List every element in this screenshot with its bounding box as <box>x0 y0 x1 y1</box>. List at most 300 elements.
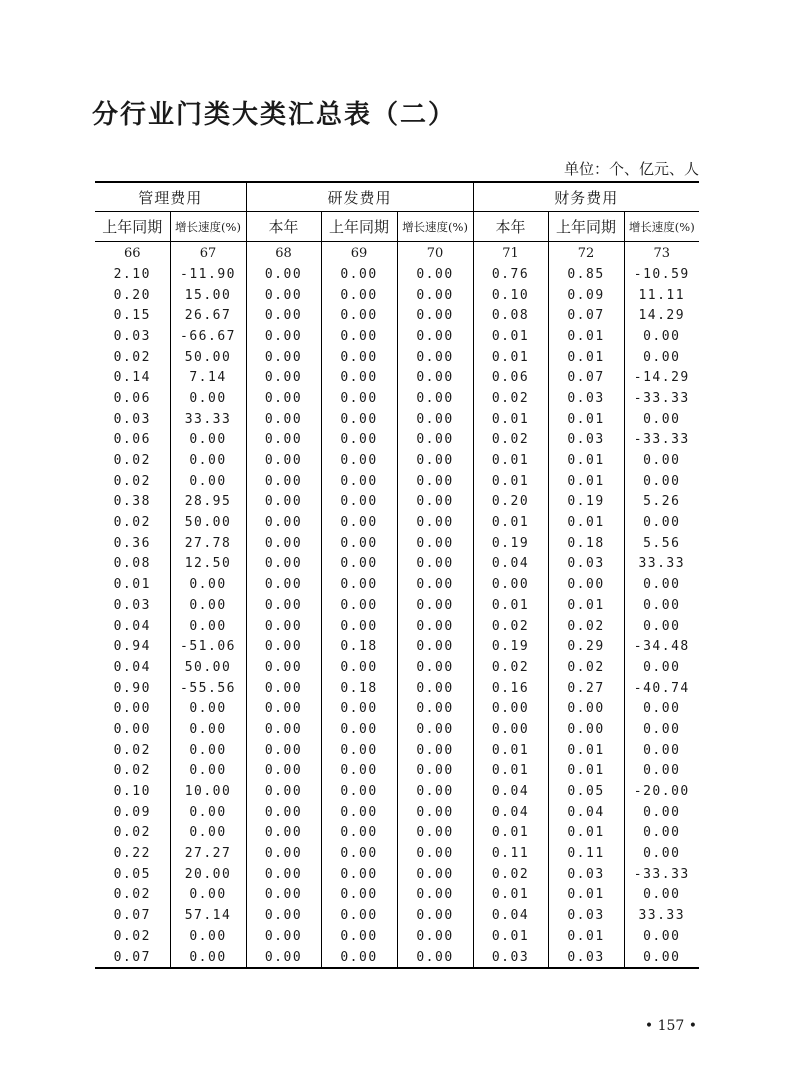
table-cell: 0.01 <box>473 595 548 616</box>
table-cell: 0.00 <box>170 926 246 947</box>
table-row <box>95 678 699 699</box>
table-cell: 0.00 <box>397 823 473 844</box>
table-cell: -55.56 <box>170 678 246 699</box>
table-cell: 0.01 <box>473 740 548 761</box>
table-cell: 0.85 <box>548 264 624 285</box>
table-cell: 0.00 <box>246 305 321 326</box>
table-cell: 0.00 <box>624 843 699 864</box>
table-cell: 0.06 <box>113 432 151 448</box>
table-cell: 0.02 <box>113 763 151 779</box>
table-cell: 0.00 <box>321 326 397 347</box>
column-number-row <box>95 242 699 265</box>
table-cell: 0.01 <box>473 450 548 471</box>
table-cell: 0.00 <box>397 285 473 306</box>
table-cell: 0.00 <box>321 926 397 947</box>
table-cell: 0.00 <box>246 616 321 637</box>
table-cell: 0.00 <box>624 761 699 782</box>
table-cell: 0.00 <box>170 885 246 906</box>
column-number: 73 <box>624 242 699 265</box>
table-cell: 11.11 <box>624 285 699 306</box>
table-cell: 0.10 <box>473 285 548 306</box>
table-cell: 0.03 <box>113 597 151 613</box>
table-cell: 0.00 <box>246 492 321 513</box>
table-cell: 0.00 <box>624 740 699 761</box>
table-cell: 0.01 <box>548 409 624 430</box>
table-cell: 0.00 <box>397 430 473 451</box>
table-cell: 0.04 <box>473 781 548 802</box>
table-cell: 15.00 <box>170 285 246 306</box>
table-cell: 0.00 <box>397 264 473 285</box>
table-cell: 0.38 <box>113 494 151 510</box>
table-cell: 0.76 <box>473 264 548 285</box>
unit-label: 单位：个、亿元、人 <box>563 160 699 178</box>
table-cell: 0.00 <box>321 305 397 326</box>
table-cell: 0.01 <box>473 471 548 492</box>
table-cell: 0.00 <box>321 574 397 595</box>
table-cell: 0.11 <box>473 843 548 864</box>
table-cell: 0.00 <box>397 740 473 761</box>
table-cell: 0.18 <box>321 636 397 657</box>
column-number: 71 <box>473 242 548 265</box>
table-cell: 0.20 <box>113 287 151 303</box>
table-cell: 0.01 <box>548 823 624 844</box>
table-cell: 0.00 <box>246 781 321 802</box>
table-cell: 0.03 <box>548 430 624 451</box>
table-row <box>95 698 699 719</box>
table-cell: 0.00 <box>321 471 397 492</box>
table-cell: 0.00 <box>170 616 246 637</box>
table-cell: 0.01 <box>548 885 624 906</box>
table-cell: 0.00 <box>624 947 699 969</box>
table-cell: 0.00 <box>246 864 321 885</box>
table-cell: 0.00 <box>170 388 246 409</box>
table-cell: 0.00 <box>397 843 473 864</box>
table-row <box>95 264 699 285</box>
table-cell: 0.02 <box>113 887 151 903</box>
column-number: 72 <box>548 242 624 265</box>
column-number: 68 <box>246 242 321 265</box>
table-cell: 0.18 <box>548 533 624 554</box>
table-cell: 0.00 <box>624 409 699 430</box>
table-cell: -11.90 <box>170 264 246 285</box>
table-cell: 57.14 <box>170 905 246 926</box>
table-cell: 28.95 <box>170 492 246 513</box>
table-cell: 0.00 <box>246 367 321 388</box>
column-number: 69 <box>321 242 397 265</box>
column-number: 70 <box>397 242 473 265</box>
table-cell: 27.78 <box>170 533 246 554</box>
table-cell: 0.08 <box>473 305 548 326</box>
table-cell: 0.20 <box>473 492 548 513</box>
table-row <box>95 636 699 657</box>
table-cell: 0.00 <box>321 740 397 761</box>
table-cell: 0.00 <box>397 616 473 637</box>
table-cell: 0.03 <box>548 905 624 926</box>
table-cell: 0.00 <box>321 657 397 678</box>
column-number: 67 <box>170 242 246 265</box>
table-row <box>95 616 699 637</box>
table-cell: 0.22 <box>113 846 151 862</box>
table-cell: 0.00 <box>246 326 321 347</box>
table-cell: 33.33 <box>624 554 699 575</box>
table-cell: 0.02 <box>473 616 548 637</box>
table-cell: 0.00 <box>397 905 473 926</box>
page-title: 分行业门类大类汇总表（二） <box>92 100 457 130</box>
table-cell: 0.00 <box>246 554 321 575</box>
table-cell: 0.00 <box>321 947 397 969</box>
table-cell: 0.01 <box>548 740 624 761</box>
table-row <box>95 450 699 471</box>
table-cell: 0.00 <box>246 678 321 699</box>
table-cell: 0.29 <box>548 636 624 657</box>
table-cell: 0.01 <box>473 926 548 947</box>
table-row <box>95 285 699 306</box>
table-row <box>95 574 699 595</box>
table-cell: 0.00 <box>321 843 397 864</box>
table-cell: 0.00 <box>246 698 321 719</box>
table-cell: 0.00 <box>624 885 699 906</box>
table-cell: 0.00 <box>624 574 699 595</box>
table-cell: 0.04 <box>473 802 548 823</box>
table-row <box>95 471 699 492</box>
table-cell: -33.33 <box>624 388 699 409</box>
table-cell: 0.00 <box>170 471 246 492</box>
table-row <box>95 761 699 782</box>
table-cell: 0.02 <box>473 388 548 409</box>
table-cell: 33.33 <box>170 409 246 430</box>
table-cell: 0.00 <box>624 698 699 719</box>
table-cell: 0.01 <box>548 326 624 347</box>
table-cell: 0.00 <box>624 450 699 471</box>
table-cell: 0.00 <box>321 823 397 844</box>
table-cell: 20.00 <box>170 864 246 885</box>
table-cell: 0.02 <box>113 349 151 365</box>
table-cell: 0.00 <box>246 926 321 947</box>
table-cell: 0.00 <box>321 761 397 782</box>
table-cell: -66.67 <box>170 326 246 347</box>
table-cell: 0.00 <box>246 657 321 678</box>
table-row <box>95 367 699 388</box>
table-cell: 0.00 <box>473 574 548 595</box>
table-cell: -20.00 <box>624 781 699 802</box>
table-cell: 0.02 <box>473 864 548 885</box>
table-cell: 0.00 <box>624 471 699 492</box>
table-cell: 0.00 <box>246 264 321 285</box>
table-cell: 0.36 <box>113 535 151 551</box>
table-cell: 0.02 <box>548 657 624 678</box>
table-cell: 0.01 <box>548 926 624 947</box>
table-row <box>95 554 699 575</box>
table-cell: 0.00 <box>548 698 624 719</box>
table-cell: 0.00 <box>170 450 246 471</box>
table-cell: -14.29 <box>624 367 699 388</box>
table-cell: 0.00 <box>321 367 397 388</box>
table-cell: 0.00 <box>170 802 246 823</box>
table-cell: 0.00 <box>397 947 473 969</box>
table-cell: 0.02 <box>473 430 548 451</box>
table-cell: 0.00 <box>170 574 246 595</box>
table-cell: 0.01 <box>473 326 548 347</box>
table-cell: 2.10 <box>113 266 151 282</box>
table-cell: 0.04 <box>113 618 151 634</box>
table-cell: 0.00 <box>624 657 699 678</box>
table-cell: 0.00 <box>397 409 473 430</box>
table-cell: 0.01 <box>473 409 548 430</box>
table-cell: 0.00 <box>246 740 321 761</box>
table-cell: 0.01 <box>473 823 548 844</box>
table-cell: 0.03 <box>548 388 624 409</box>
table-cell: 0.00 <box>246 802 321 823</box>
table-cell: 0.00 <box>321 450 397 471</box>
table-cell: 0.00 <box>246 409 321 430</box>
table-cell: 0.16 <box>473 678 548 699</box>
table-cell: 0.01 <box>473 885 548 906</box>
group-header-financial-expense: 财务费用 <box>473 182 699 212</box>
table-cell: 0.00 <box>321 492 397 513</box>
table-cell: 0.00 <box>321 409 397 430</box>
table-cell: 0.00 <box>321 864 397 885</box>
table-row <box>95 947 699 969</box>
table-cell: 0.00 <box>321 905 397 926</box>
table-cell: 0.03 <box>548 554 624 575</box>
table-cell: 50.00 <box>170 657 246 678</box>
table-cell: 0.00 <box>246 450 321 471</box>
table-cell: 0.00 <box>397 450 473 471</box>
table-cell: 0.90 <box>113 680 151 696</box>
subheader: 上年同期 <box>548 212 624 242</box>
table-cell: 0.00 <box>397 388 473 409</box>
table-cell: 0.02 <box>113 742 151 758</box>
table-cell: 0.03 <box>548 947 624 969</box>
table-row <box>95 802 699 823</box>
table-cell: 0.00 <box>397 761 473 782</box>
table-cell: 0.04 <box>548 802 624 823</box>
table-cell: 0.01 <box>473 347 548 368</box>
table-cell: 5.26 <box>624 492 699 513</box>
subheader: 增长速度(%) <box>624 212 699 242</box>
table-cell: 0.00 <box>170 761 246 782</box>
table-cell: 0.07 <box>113 908 151 924</box>
table-cell: 0.00 <box>397 471 473 492</box>
table-row <box>95 843 699 864</box>
table-cell: 0.00 <box>624 719 699 740</box>
table-cell: 0.00 <box>246 843 321 864</box>
table-row <box>95 740 699 761</box>
table-row <box>95 781 699 802</box>
table-cell: 50.00 <box>170 512 246 533</box>
table-row <box>95 430 699 451</box>
table-cell: 0.18 <box>321 678 397 699</box>
table-cell: 0.04 <box>113 659 151 675</box>
table-cell: 0.00 <box>397 885 473 906</box>
table-cell: 0.03 <box>473 947 548 969</box>
table-cell: 0.00 <box>246 595 321 616</box>
table-cell: 0.00 <box>548 574 624 595</box>
table-cell: 0.00 <box>624 595 699 616</box>
table-cell: 0.00 <box>473 719 548 740</box>
table-cell: 27.27 <box>170 843 246 864</box>
table-cell: 0.00 <box>321 595 397 616</box>
table-cell: 0.02 <box>113 825 151 841</box>
table-cell: 0.00 <box>321 512 397 533</box>
table-cell: 0.00 <box>321 533 397 554</box>
table-cell: 0.00 <box>246 947 321 969</box>
table-row <box>95 409 699 430</box>
table-cell: 0.00 <box>321 781 397 802</box>
table-cell: 0.05 <box>548 781 624 802</box>
table-cell: 0.03 <box>548 864 624 885</box>
table-cell: 0.01 <box>113 577 151 593</box>
table-cell: 0.19 <box>473 636 548 657</box>
table-cell: 0.00 <box>397 864 473 885</box>
table-cell: 0.00 <box>397 533 473 554</box>
page-number: • 157 • <box>644 1018 697 1034</box>
table-cell: 0.00 <box>321 554 397 575</box>
table-cell: 0.00 <box>321 885 397 906</box>
table-cell: 0.11 <box>548 843 624 864</box>
table-cell: 0.00 <box>624 616 699 637</box>
group-header-rd-expense: 研发费用 <box>246 182 473 212</box>
column-number: 66 <box>123 245 141 261</box>
table-cell: 0.02 <box>548 616 624 637</box>
table-row <box>95 326 699 347</box>
table-cell: 0.00 <box>397 554 473 575</box>
table-cell: 0.00 <box>321 264 397 285</box>
table-cell: 0.03 <box>113 411 151 427</box>
table-cell: 33.33 <box>624 905 699 926</box>
table-cell: 0.00 <box>321 802 397 823</box>
table-cell: 0.00 <box>397 305 473 326</box>
table-cell: 0.00 <box>321 719 397 740</box>
table-body <box>95 264 699 968</box>
subheader: 本年 <box>246 212 321 242</box>
table-cell: -10.59 <box>624 264 699 285</box>
table-cell: 0.01 <box>548 512 624 533</box>
table-cell: 0.00 <box>246 574 321 595</box>
table-cell: 0.02 <box>113 473 151 489</box>
table-cell: 0.04 <box>473 905 548 926</box>
table-cell: 0.00 <box>246 636 321 657</box>
table-cell: 0.00 <box>113 721 151 737</box>
table-cell: 0.00 <box>624 823 699 844</box>
table-cell: 0.00 <box>246 533 321 554</box>
table-cell: 0.00 <box>170 740 246 761</box>
table-cell: 0.00 <box>624 802 699 823</box>
table-cell: 0.00 <box>397 367 473 388</box>
table-cell: 0.00 <box>473 698 548 719</box>
table-cell: 0.09 <box>548 285 624 306</box>
subheader: 本年 <box>473 212 548 242</box>
table-cell: -40.74 <box>624 678 699 699</box>
subheader: 上年同期 <box>321 212 397 242</box>
table-cell: 0.00 <box>246 761 321 782</box>
table-cell: 0.00 <box>548 719 624 740</box>
table-row <box>95 512 699 533</box>
table-cell: 0.10 <box>113 784 151 800</box>
table-cell: 0.01 <box>548 450 624 471</box>
table-cell: -51.06 <box>170 636 246 657</box>
table-cell: 0.00 <box>624 512 699 533</box>
table-cell: -33.33 <box>624 430 699 451</box>
table-cell: 0.01 <box>548 347 624 368</box>
table-cell: 0.03 <box>113 328 151 344</box>
table-cell: 0.00 <box>170 823 246 844</box>
table-cell: 0.08 <box>113 556 151 572</box>
table-cell: 14.29 <box>624 305 699 326</box>
table-cell: 0.00 <box>170 430 246 451</box>
table-cell: 0.00 <box>624 926 699 947</box>
table-cell: 0.01 <box>473 512 548 533</box>
table-cell: 0.00 <box>321 616 397 637</box>
table-row <box>95 492 699 513</box>
table-row <box>95 905 699 926</box>
table-cell: 0.00 <box>321 285 397 306</box>
table-cell: 0.00 <box>170 595 246 616</box>
table-cell: 0.00 <box>397 719 473 740</box>
table-cell: 50.00 <box>170 347 246 368</box>
table-cell: 0.00 <box>397 698 473 719</box>
table-cell: 0.00 <box>397 347 473 368</box>
table-cell: 0.00 <box>397 574 473 595</box>
table-cell: 0.00 <box>170 947 246 969</box>
table-cell: 0.00 <box>321 347 397 368</box>
table-cell: 0.00 <box>397 326 473 347</box>
table-cell: 0.07 <box>548 305 624 326</box>
table-cell: 0.00 <box>246 430 321 451</box>
table-row <box>95 885 699 906</box>
table-cell: 0.00 <box>397 492 473 513</box>
table-row <box>95 926 699 947</box>
table-cell: 0.01 <box>548 595 624 616</box>
table-cell: 0.00 <box>246 388 321 409</box>
table-cell: 0.00 <box>397 636 473 657</box>
table-cell: 0.00 <box>246 512 321 533</box>
table-cell: 0.02 <box>113 928 151 944</box>
table-cell: 0.00 <box>246 719 321 740</box>
table-cell: -34.48 <box>624 636 699 657</box>
table-cell: 0.00 <box>397 926 473 947</box>
table-cell: 0.02 <box>113 453 151 469</box>
table-cell: 0.00 <box>397 678 473 699</box>
table-cell: 0.00 <box>397 512 473 533</box>
table-cell: 0.04 <box>473 554 548 575</box>
table-cell: 0.00 <box>246 885 321 906</box>
table-cell: 12.50 <box>170 554 246 575</box>
table-cell: 0.00 <box>624 326 699 347</box>
table-cell: 0.00 <box>397 802 473 823</box>
table-row <box>95 719 699 740</box>
table-cell: 0.00 <box>246 905 321 926</box>
table-cell: 0.06 <box>473 367 548 388</box>
subheader: 增长速度(%) <box>397 212 473 242</box>
table-cell: 0.00 <box>321 698 397 719</box>
table-cell: 0.00 <box>170 698 246 719</box>
table-cell: 0.01 <box>548 471 624 492</box>
subheader: 增长速度(%) <box>170 212 246 242</box>
table-cell: 0.00 <box>246 347 321 368</box>
table-cell: 0.19 <box>473 533 548 554</box>
table-row <box>95 823 699 844</box>
table-cell: 5.56 <box>624 533 699 554</box>
table-cell: 0.00 <box>624 347 699 368</box>
table-cell: 26.67 <box>170 305 246 326</box>
table-cell: 0.07 <box>548 367 624 388</box>
table-cell: 0.01 <box>473 761 548 782</box>
table-cell: 0.00 <box>246 823 321 844</box>
table-cell: 0.00 <box>397 595 473 616</box>
table-cell: 0.00 <box>397 781 473 802</box>
table-cell: 0.01 <box>548 761 624 782</box>
